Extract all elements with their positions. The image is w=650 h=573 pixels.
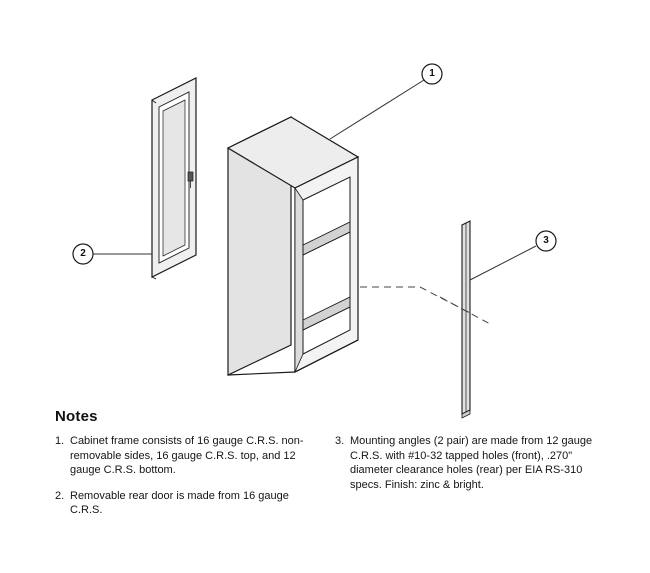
assembly-guide-lines	[360, 287, 492, 325]
note-number: 1.	[55, 435, 65, 447]
note-number: 2.	[55, 489, 65, 502]
note-item	[55, 489, 317, 518]
notes-block	[55, 408, 600, 529]
note-text: Mounting angles (2 pair) are made from 12 gauge C.R.S. with #10-32 tapped holes (front), .270" diameter clearance holes (rear) per EIA RS-310 specs. Finish: zinc & bright.	[350, 435, 593, 491]
note-item	[335, 434, 597, 492]
notes-column-left	[55, 434, 317, 529]
notes-column-right	[335, 434, 597, 503]
note-text: Removable rear door is made from 16 gauge C.R.S.	[70, 489, 289, 517]
mounting-angle-graphic	[462, 221, 470, 418]
notes-heading: Notes	[55, 408, 98, 425]
note-item	[55, 434, 317, 478]
callout-number-1: 1	[429, 68, 435, 79]
callout-number-2: 2	[80, 248, 86, 259]
note-number: 3.	[335, 435, 345, 447]
rear-door-graphic	[152, 78, 196, 279]
note-text: Cabinet frame consists of 16 gauge C.R.S. non-removable sides, 16 gauge C.R.S. top, and 12 gauge C.R.S. bottom.	[70, 435, 304, 477]
callout-number-3: 3	[543, 235, 549, 246]
cabinet-frame-graphic	[228, 117, 358, 375]
